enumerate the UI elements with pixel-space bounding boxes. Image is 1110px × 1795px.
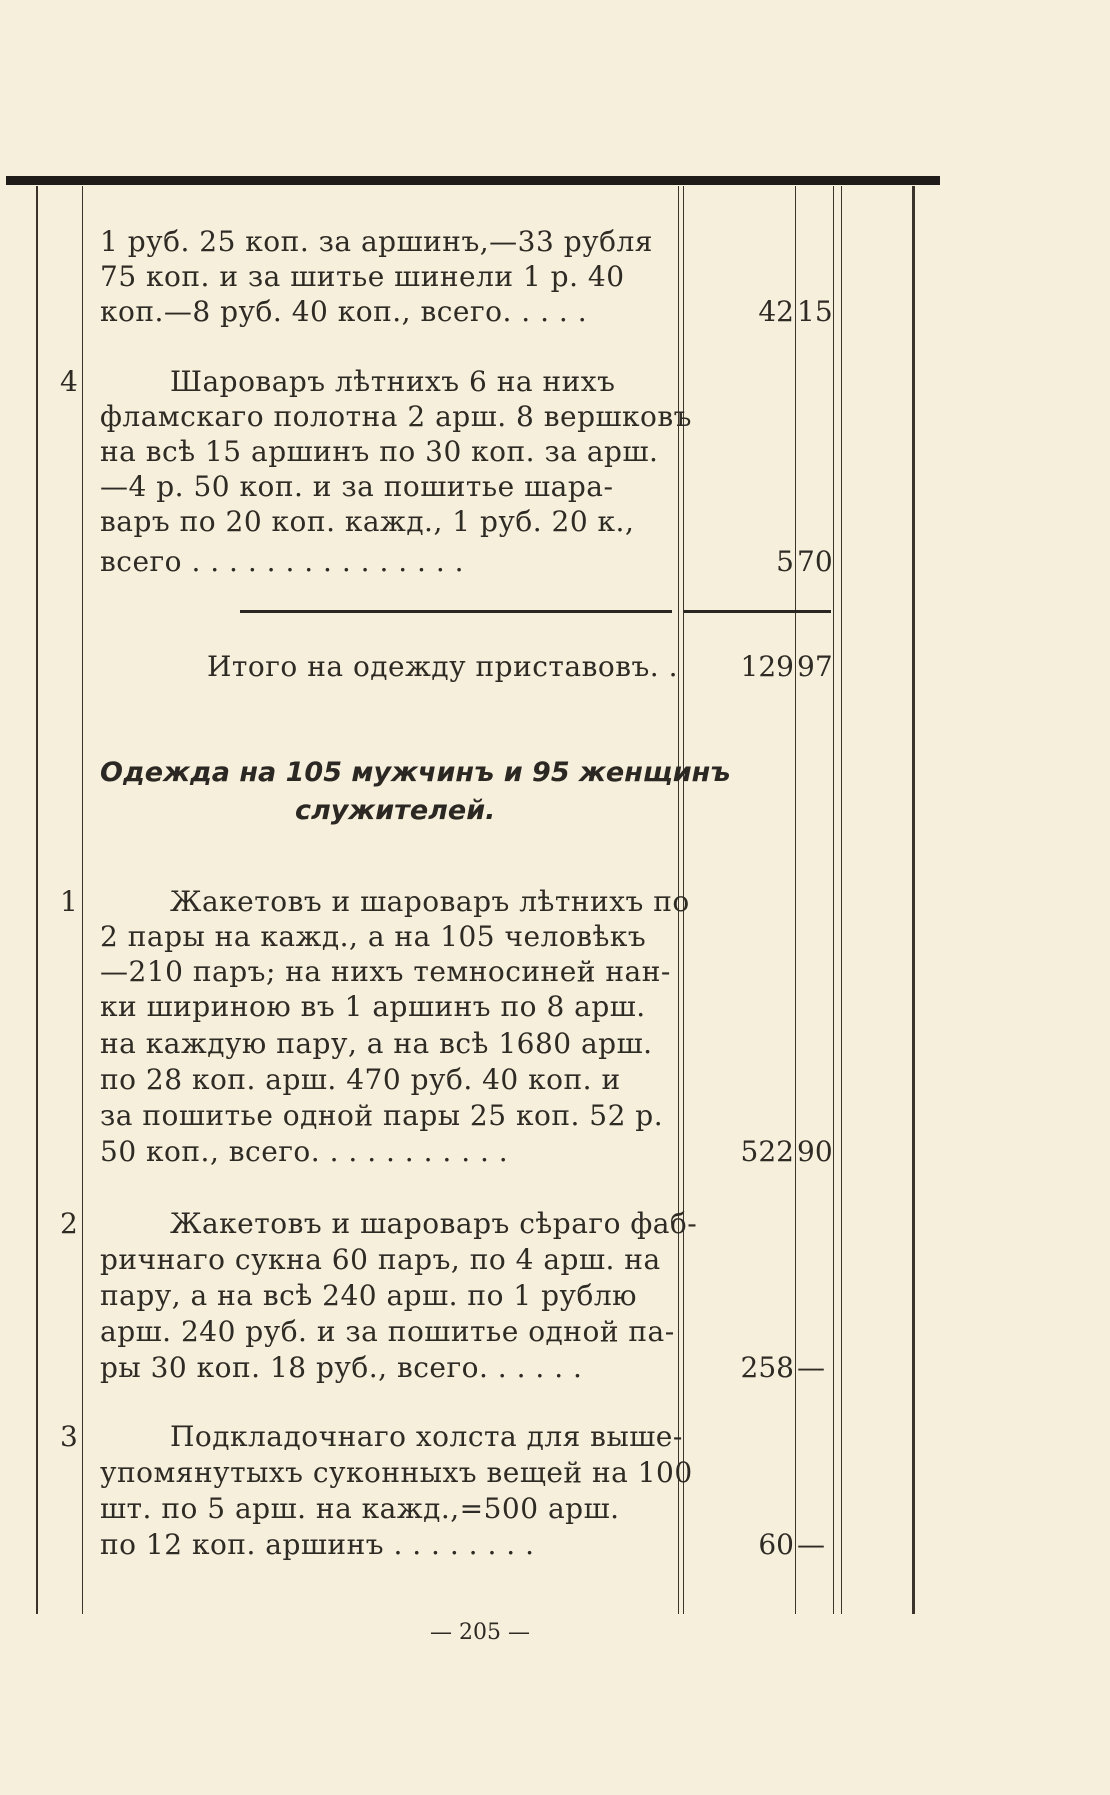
entry-a-line-1 [100,225,660,259]
top-rule [6,176,940,185]
entry2-2-line-3 [100,1279,637,1313]
entry2-2-rub: 258 [740,1351,794,1384]
text: шт. по 5 арш. на кажд.,=500 арш. [100,1492,620,1525]
text: ричнаго сукна 60 паръ, по 4 арш. на [100,1243,661,1276]
entry2-3-number: 3 [60,1420,78,1453]
text: пару, а на всѣ 240 арш. по 1 рублю [100,1279,637,1312]
right-outer-rule [912,186,915,1614]
entry2-2-kop: — [797,1351,825,1384]
entry2-2-line-4 [100,1315,675,1349]
kop-left-rule [795,186,796,1614]
text: коп.—8 руб. 40 коп., всего. . . . . [100,295,588,328]
text: Жакетовъ и шароваръ сѣраго фаб- [170,1207,698,1240]
text: арш. 240 руб. и за пошитье одной па- [100,1315,675,1348]
entry2-3-kop: — [797,1528,825,1561]
entry2-1-line-5 [100,1027,653,1061]
entry2-2-line-2 [100,1243,661,1277]
entry2-1-line-6 [100,1063,621,1097]
entry2-1-rub: 522 [740,1135,794,1168]
entry2-1-line-8 [100,1135,508,1169]
text: Жакетовъ и шароваръ лѣтнихъ по [170,885,690,918]
text: Подкладочнаго холста для выше- [170,1420,683,1453]
entry-4-line-6 [100,545,464,579]
text: по 12 коп. аршинъ . . . . . . . . [100,1528,535,1561]
text: по 28 коп. арш. 470 руб. 40 коп. и [100,1063,621,1096]
entry-4-line-1 [170,365,615,399]
entry-4-line-2 [100,400,692,434]
section-heading-line-1: Одежда на 105 мужчинъ и 95 женщинъ [100,757,731,788]
page-number: — 205 — [430,1620,530,1645]
entry2-1-line-4 [100,990,646,1024]
entry-4-number: 4 [60,365,78,398]
entry-4-line-5 [100,505,634,539]
text: за пошитье одной пары 25 коп. 52 р. [100,1099,664,1132]
text: 1 руб. 25 коп. за аршинъ,—33 рубля [100,225,653,258]
subtotal-label [207,650,678,684]
entry2-1-line-3 [100,955,671,989]
entry-a-line-3 [100,295,587,329]
entry2-1-kop: 90 [797,1135,833,1168]
entry-a-kop: 15 [797,295,833,328]
entry-4-kop: 70 [797,545,833,578]
entry2-2-number: 2 [60,1207,78,1240]
text: Шароваръ лѣтнихъ 6 на нихъ [170,365,616,398]
text: 75 коп. и за шитье шинели 1 р. 40 [100,260,625,293]
entry2-3-line-3 [100,1492,620,1526]
entry2-2-line-1 [170,1207,697,1241]
text: всего . . . . . . . . . . . . . . . [100,545,465,578]
subtotal-rule-amount [684,610,831,613]
entry2-3-line-2 [100,1456,693,1490]
text: варъ по 20 коп. кажд., 1 руб. 20 к., [100,505,635,538]
text: фламскаго полотна 2 арш. 8 вершковъ [100,400,692,433]
entry2-3-rub: 60 [758,1528,794,1561]
text: ры 30 коп. 18 руб., всего. . . . . . [100,1351,583,1384]
text: на каждую пару, а на всѣ 1680 арш. [100,1027,653,1060]
entry2-3-line-1 [170,1420,683,1454]
kop-right-rule-b [841,186,842,1614]
entry2-1-line-1 [170,885,690,919]
entry2-1-line-7 [100,1099,663,1133]
text: Итого на одежду приставовъ. . [207,650,679,683]
entry-a-rub: 42 [758,295,794,328]
entry2-1-line-2 [100,920,646,954]
entry2-3-line-4 [100,1528,534,1562]
entry2-2-line-5 [100,1351,582,1385]
text: на всѣ 15 аршинъ по 30 коп. за арш. [100,435,659,468]
entry2-1-number: 1 [60,885,78,918]
subtotal-rule-text [240,610,672,613]
section-heading-line-2: служителей. [295,795,496,826]
entry-a-line-2 [100,260,660,294]
entry-4-line-4 [100,470,613,504]
text: 50 коп., всего. . . . . . . . . . . [100,1135,509,1168]
text: —210 паръ; на нихъ темносиней нан- [100,955,671,988]
text: упомянутыхъ суконныхъ вещей на 100 [100,1456,693,1489]
entry-4-line-3 [100,435,658,469]
left-outer-rule [36,186,38,1614]
text: 2 пары на кажд., а на 105 человѣкъ [100,920,647,953]
entry-4-rub: 5 [776,545,794,578]
subtotal-kop: 97 [797,650,833,683]
subtotal-rub: 129 [740,650,794,683]
text: ки шириною въ 1 аршинъ по 8 арш. [100,990,646,1023]
text: —4 р. 50 коп. и за пошитье шара- [100,470,614,503]
kop-right-rule-a [833,186,834,1614]
left-inner-rule [82,186,83,1614]
